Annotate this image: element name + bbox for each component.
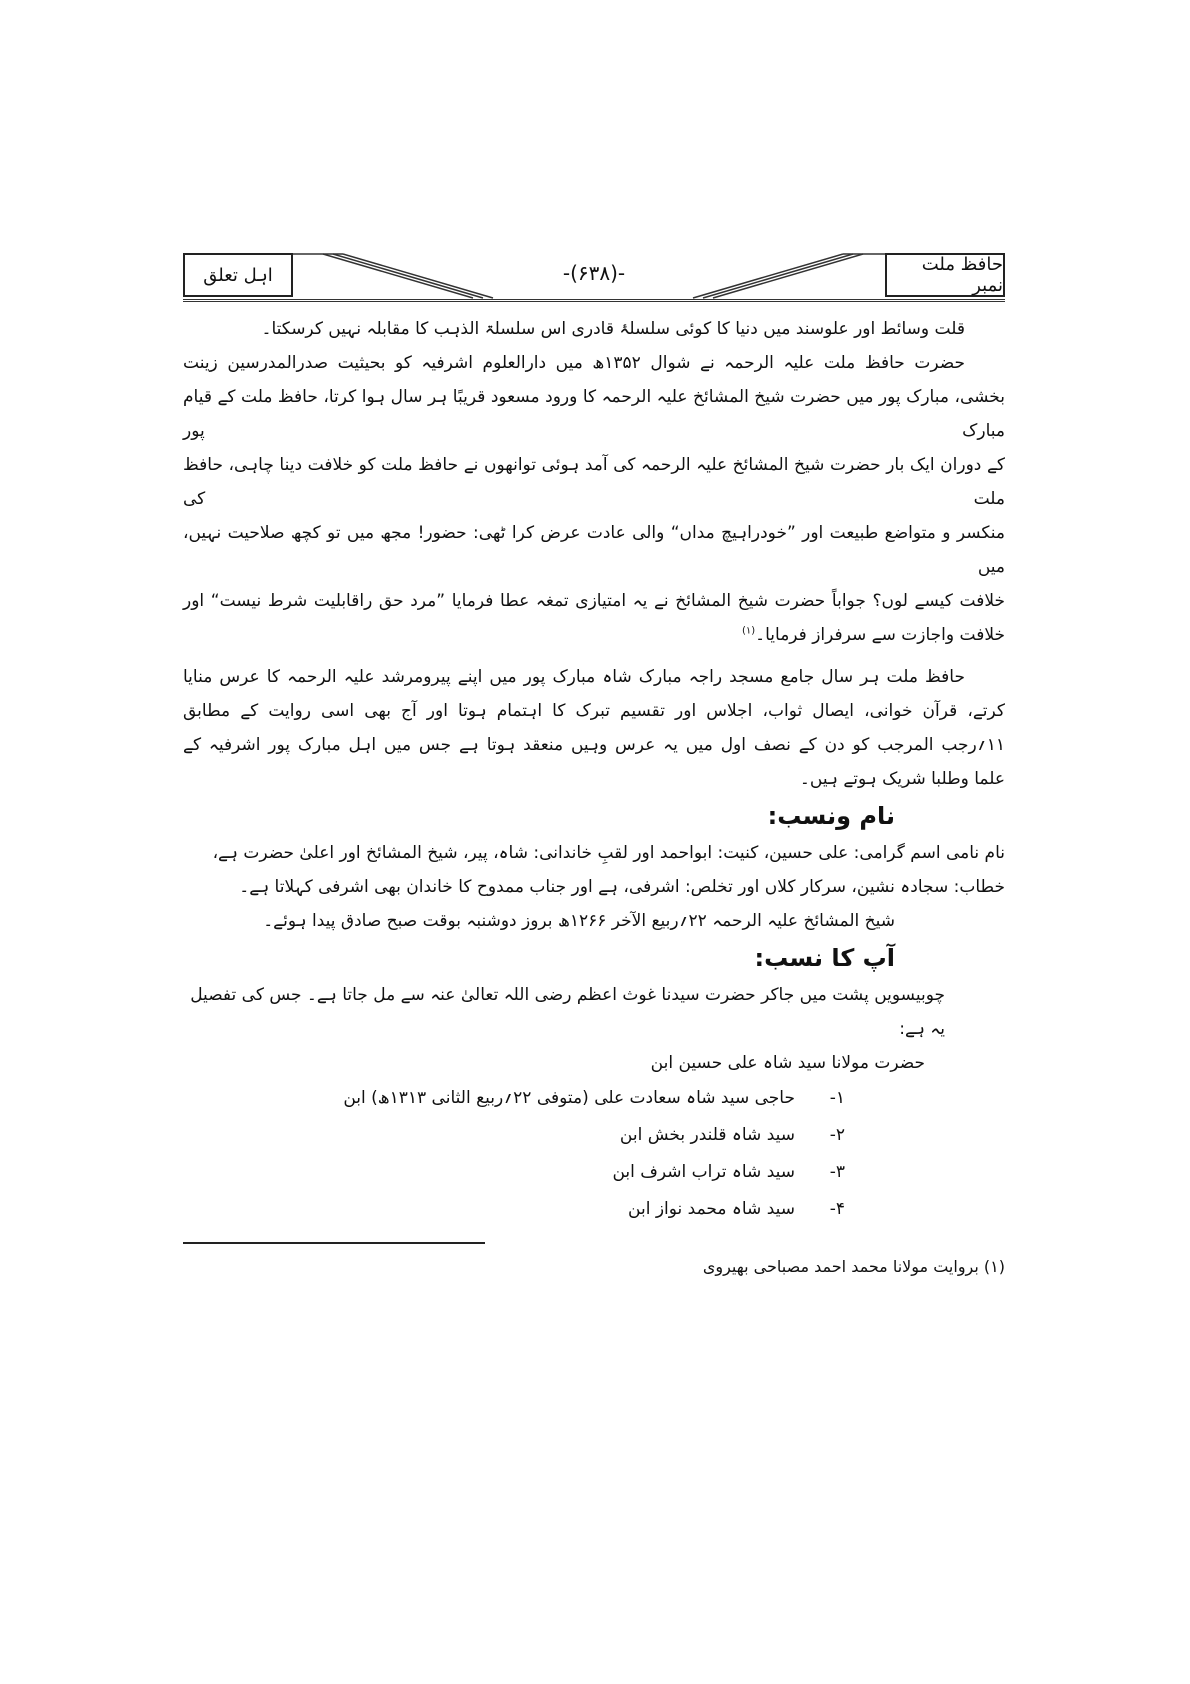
- text-line: [183, 618, 1005, 652]
- page-number: -(۶۳۸)-: [562, 261, 626, 285]
- lineage-number: ۲-: [829, 1125, 845, 1145]
- section-heading: نام ونسب:: [767, 802, 895, 830]
- header-journal-title: حافظ ملت نمبر: [885, 253, 1005, 297]
- text-line: شیخ المشائخ علیہ الرحمہ ۲۲؍ربیع الآخر ۱۲۶۶ھ بروز دوشنبہ بوقت صبح صادق پیدا ہوئے۔: [263, 911, 895, 931]
- text-line: حضرت حافظ ملت علیہ الرحمہ نے شوال ۱۳۵۲ھ میں دارالعلوم اشرفیہ کو بحیثیت صدرالمدرسین زینت: [183, 353, 966, 373]
- text-line: خلافت کیسے لوں؟ جواباً حضرت شیخ المشائخ نے یہ امتیازی تمغہ عطا فرمایا ”مرد حق راقابلیت شرط نیست“ اور: [183, 591, 1005, 611]
- text-line: ۱۱؍رجب المرجب کو دن کے نصف اول میں یہ عرس وہیں منعقد ہوتا ہے جس میں اہل مبارک پور اشرفیہ کے: [183, 735, 1005, 755]
- text-line: چوبیسویں پشت میں جاکر حضرت سیدنا غوث اعظم رضی اللہ تعالیٰ عنہ سے مل جاتا ہے۔ جس کی تفصیل یہ ہے:: [190, 985, 945, 1039]
- text-line: قلت وسائط اور علوسند میں دنیا کا کوئی سلسلۂ قادری اس سلسلۃ الذہب کا مقابلہ نہیں کرسکتا۔: [261, 319, 965, 339]
- lineage-item: [183, 1117, 1005, 1154]
- footnote-reference: (۱): [741, 625, 756, 637]
- lineage-item: [183, 1080, 1005, 1117]
- text-line: علما وطلبا شریک ہوتے ہیں۔: [799, 769, 1005, 789]
- page-body: [183, 312, 1005, 1284]
- text-line: حافظ ملت ہر سال جامع مسجد راجہ مبارک شاہ مبارک پور میں اپنے پیرومرشد علیہ الرحمہ کا عرس منایا: [183, 667, 965, 687]
- text-line: نام نامی اسم گرامی: علی حسین، کنیت: ابواحمد اور لقبِ خاندانی: شاہ، پیر، شیخ المشائخ اور اعلیٰ حضرت ہے،: [212, 843, 1005, 863]
- text-line: بخشی، مبارک پور میں حضرت شیخ المشائخ علیہ الرحمہ کا ورود مسعود قریبًا ہر سال ہوا کرتا، حافظ ملت کے قیام مبارک پور: [183, 387, 1005, 441]
- footnote: (۱) بروایت مولانا محمد احمد مصباحی بھیروی: [702, 1257, 1005, 1276]
- text-line: حضرت مولانا سید شاہ علی حسین ابن: [650, 1053, 925, 1073]
- text-line: کے دوران ایک بار حضرت شیخ المشائخ علیہ الرحمہ کی آمد ہوئی توانھوں نے حافظ ملت کو خلافت دینا چاہی، حافظ ملت کی: [183, 455, 1005, 509]
- lineage-number: ۱-: [829, 1088, 845, 1108]
- header-section-label: اہل تعلق: [183, 253, 293, 297]
- lineage-number: ۳-: [829, 1162, 845, 1182]
- lineage-text: سید شاہ تراب اشرف ابن: [612, 1162, 795, 1182]
- lineage-text: سید شاہ محمد نواز ابن: [628, 1199, 795, 1219]
- header-rule: [183, 299, 1005, 302]
- running-header: [183, 253, 1005, 301]
- text-line-content: خلافت واجازت سے سرفراز فرمایا۔: [755, 625, 1005, 645]
- lineage-item: [183, 1191, 1005, 1228]
- text-line: کرتے، قرآن خوانی، ایصال ثواب، اجلاس اور تقسیم تبرک کا اہتمام ہوتا اور آج بھی اسی روایت کے مطابق: [183, 701, 1005, 721]
- footnote-separator: [183, 1242, 485, 1244]
- lineage-number: ۴-: [829, 1199, 845, 1219]
- text-line: خطاب: سجادہ نشین، سرکار کلاں اور تخلص: اشرفی، ہے اور جناب ممدوح کا خاندان بھی اشرفی کہلاتا ہے۔: [239, 877, 1005, 897]
- lineage-text: سید شاہ قلندر بخش ابن: [619, 1125, 795, 1145]
- lineage-item: [183, 1154, 1005, 1191]
- lineage-text: حاجی سید شاہ سعادت علی (متوفی ۲۲؍ربیع الثانی ۱۳۱۳ھ) ابن: [343, 1088, 795, 1108]
- text-line: منکسر و متواضع طبیعت اور ”خودراہیچ مداں“ والی عادت عرض کرا ٹھی: حضور! مجھ میں تو کچھ صلاحیت نہیں، میں: [183, 523, 1005, 577]
- section-heading: آپ کا نسب:: [754, 944, 895, 972]
